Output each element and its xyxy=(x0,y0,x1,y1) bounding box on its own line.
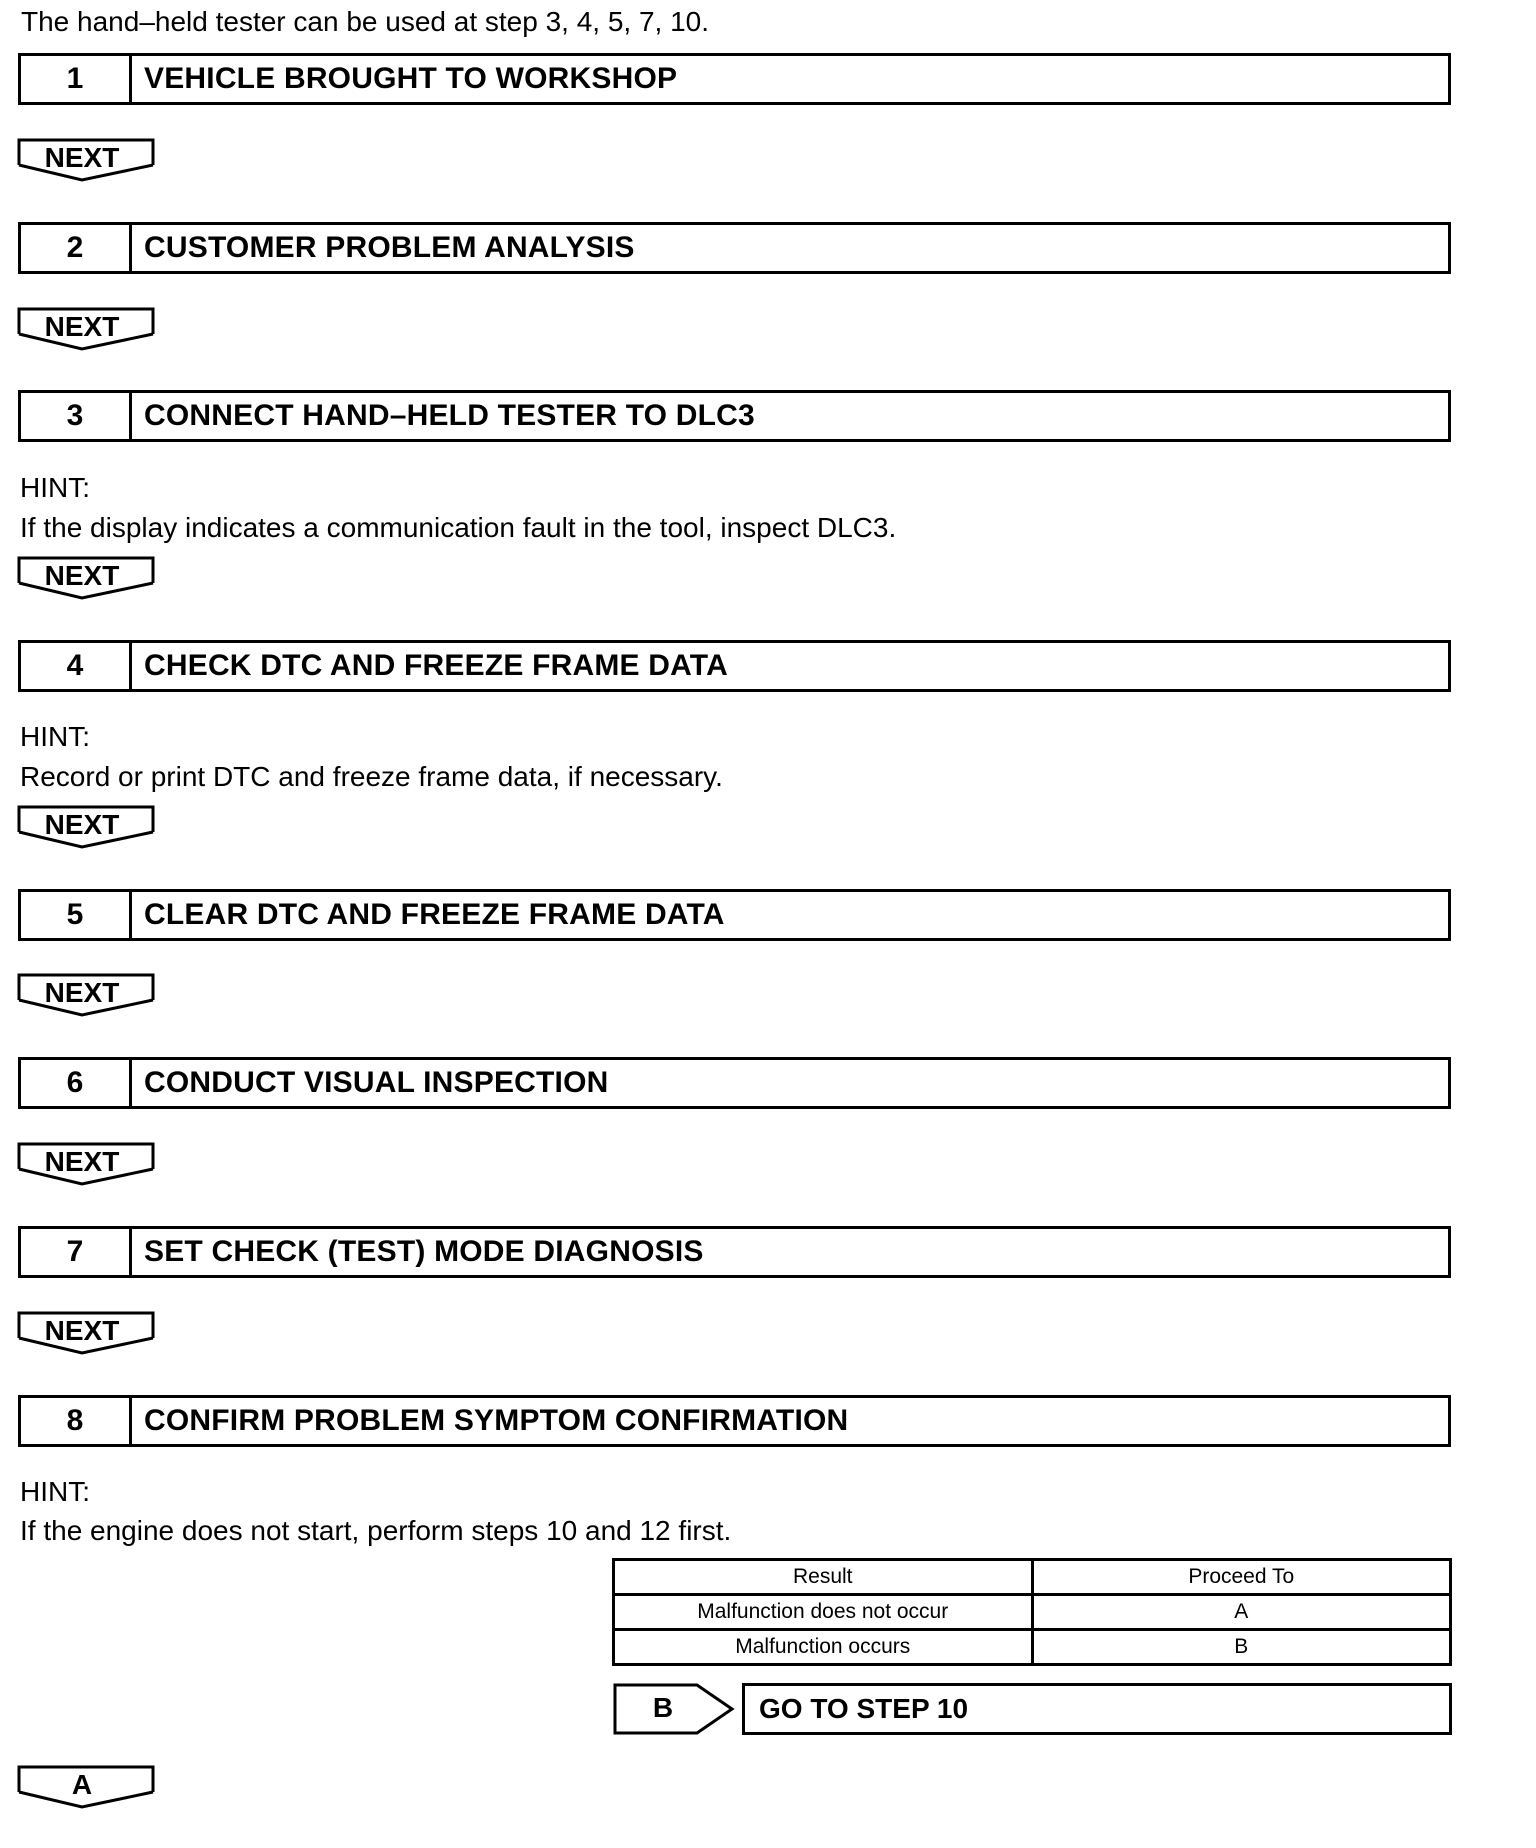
next-label: NEXT xyxy=(44,1146,120,1177)
step-number: 7 xyxy=(21,1229,132,1275)
branch-a-button[interactable] xyxy=(17,1765,157,1811)
next-button[interactable] xyxy=(17,805,157,851)
step-4-header xyxy=(18,640,1451,692)
step-1-header xyxy=(18,53,1451,105)
proceed-to-cell: B xyxy=(1032,1630,1451,1665)
next-button[interactable] xyxy=(17,138,157,184)
branch-b-label: B xyxy=(652,1692,674,1723)
go-to-step-10-link[interactable] xyxy=(742,1683,1452,1735)
next-label: NEXT xyxy=(44,142,120,173)
step-title: CUSTOMER PROBLEM ANALYSIS xyxy=(144,231,635,264)
step-title: CLEAR DTC AND FREEZE FRAME DATA xyxy=(144,898,725,931)
step-8-header xyxy=(18,1395,1451,1447)
result-table xyxy=(612,1558,1452,1666)
branch-a-label: A xyxy=(71,1769,93,1800)
step-title: CONFIRM PROBLEM SYMPTOM CONFIRMATION xyxy=(144,1404,849,1437)
branch-b-button[interactable] xyxy=(613,1683,737,1735)
step-number: 6 xyxy=(21,1060,132,1106)
proceed-to-cell: A xyxy=(1032,1595,1451,1630)
table-row xyxy=(614,1595,1451,1630)
step-title: VEHICLE BROUGHT TO WORKSHOP xyxy=(144,62,678,95)
hint-text: If the engine does not start, perform steps 10 and 12 first. xyxy=(20,1515,732,1546)
next-label: NEXT xyxy=(44,1315,120,1346)
next-button[interactable] xyxy=(17,1142,157,1188)
result-cell: Malfunction does not occur xyxy=(614,1595,1033,1630)
step-number: 1 xyxy=(21,56,132,102)
next-label: NEXT xyxy=(44,311,120,342)
hint-text: If the display indicates a communication fault in the tool, inspect DLC3. xyxy=(20,512,897,543)
step-number: 3 xyxy=(21,393,132,439)
step-number: 4 xyxy=(21,643,132,689)
step-7-header xyxy=(18,1226,1451,1278)
next-button[interactable] xyxy=(17,556,157,602)
next-button[interactable] xyxy=(17,973,157,1019)
step-6-header xyxy=(18,1057,1451,1109)
go-to-step-label: GO TO STEP 10 xyxy=(759,1693,969,1724)
next-label: NEXT xyxy=(44,977,120,1008)
step-title: CONNECT HAND–HELD TESTER TO DLC3 xyxy=(144,399,755,432)
table-header-row xyxy=(614,1560,1451,1595)
next-label: NEXT xyxy=(44,560,120,591)
column-header-proceed-to: Proceed To xyxy=(1032,1560,1451,1595)
step-title: CHECK DTC AND FREEZE FRAME DATA xyxy=(144,649,728,682)
next-button[interactable] xyxy=(17,1311,157,1357)
step-3-header xyxy=(18,390,1451,442)
step-title: CONDUCT VISUAL INSPECTION xyxy=(144,1066,609,1099)
step-2-header xyxy=(18,222,1451,274)
column-header-result: Result xyxy=(614,1560,1033,1595)
result-cell: Malfunction occurs xyxy=(614,1630,1033,1665)
next-label: NEXT xyxy=(44,809,120,840)
hint-label: HINT: xyxy=(20,721,90,752)
step-number: 8 xyxy=(21,1398,132,1444)
hint-text: Record or print DTC and freeze frame data, if necessary. xyxy=(20,761,723,792)
step-title: SET CHECK (TEST) MODE DIAGNOSIS xyxy=(144,1235,704,1268)
table-row xyxy=(614,1630,1451,1665)
step-number: 2 xyxy=(21,225,132,271)
next-button[interactable] xyxy=(17,307,157,353)
intro-text: The hand–held tester can be used at step 3, 4, 5, 7, 10. xyxy=(21,6,710,37)
hint-label: HINT: xyxy=(20,472,90,503)
hint-label: HINT: xyxy=(20,1476,90,1507)
step-5-header xyxy=(18,889,1451,941)
step-number: 5 xyxy=(21,892,132,938)
